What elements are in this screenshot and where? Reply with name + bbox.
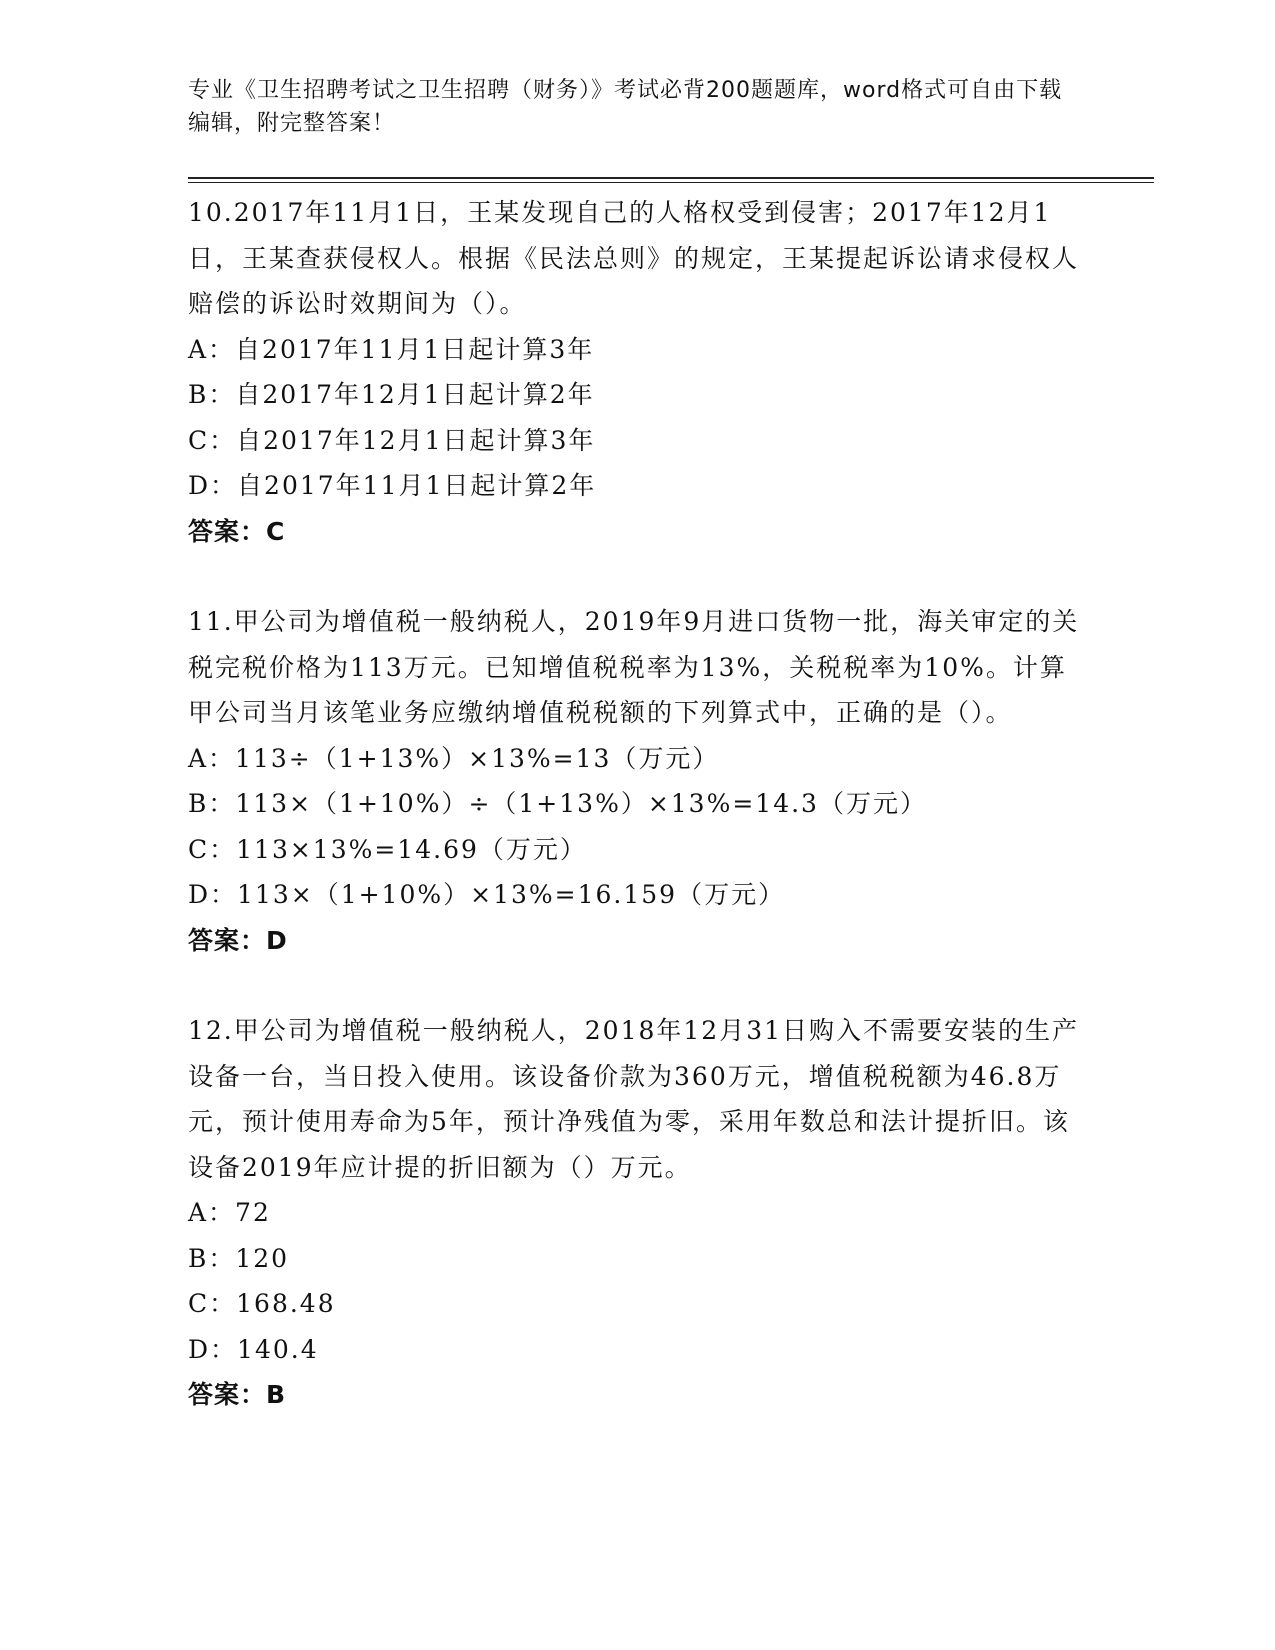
document-header: 专业《卫生招聘考试之卫生招聘（财务）》考试必背200题题库，word格式可自由下载编辑，附完整答案！	[188, 78, 1063, 136]
option-b: B：120	[188, 1243, 290, 1273]
question-10	[188, 190, 1088, 554]
option-c: C：自2017年12月1日起计算3年	[188, 425, 596, 455]
option-d: D：自2017年11月1日起计算2年	[188, 471, 597, 500]
option-d: D：140.4	[188, 1334, 319, 1364]
question-12	[188, 1008, 1088, 1418]
answer-line: 答案：D	[188, 925, 288, 955]
header-divider-thick	[188, 177, 1154, 179]
question-11	[188, 599, 1088, 963]
option-a: A：自2017年11月1日起计算3年	[188, 334, 595, 364]
option-b: B：自2017年12月1日起计算2年	[188, 380, 595, 409]
option-c: C：168.48	[188, 1289, 336, 1318]
question-stem: 11.甲公司为增值税一般纳税人，2019年9月进口货物一批，海关审定的关税完税价格为113万元。已知增值税税率为13%，关税税率为10%。计算甲公司当月该笔业务应缴纳增值税税额的下列算式中，正确的是（）。	[188, 607, 1080, 727]
question-stem: 10.2017年11月1日，王某发现自己的人格权受到侵害；2017年12月1日，王某查获侵权人。根据《民法总则》的规定，王某提起诉讼请求侵权人赔偿的诉讼时效期间为（）。	[188, 198, 1080, 318]
answer-line: 答案：C	[188, 516, 286, 546]
header-divider-thin	[188, 182, 1154, 183]
option-a: A：113÷（1+13%）×13%=13（万元）	[188, 743, 720, 773]
option-d: D：113×（1+10%）×13%=16.159（万元）	[188, 880, 786, 909]
question-list	[188, 190, 1088, 1463]
answer-line: 答案：B	[188, 1380, 287, 1409]
question-stem: 12.甲公司为增值税一般纳税人，2018年12月31日购入不需要安装的生产设备一台，当日投入使用。该设备价款为360万元，增值税税额为46.8万元，预计使用寿命为5年，预计净残值为零，采用年数总和法计提折旧。该设备2019年应计提的折旧额为（）万元。	[188, 1016, 1080, 1182]
option-c: C：113×13%=14.69（万元）	[188, 834, 587, 864]
option-a: A：72	[188, 1198, 271, 1227]
option-b: B：113×（1+10%）÷（1+13%）×13%=14.3（万元）	[188, 789, 927, 818]
